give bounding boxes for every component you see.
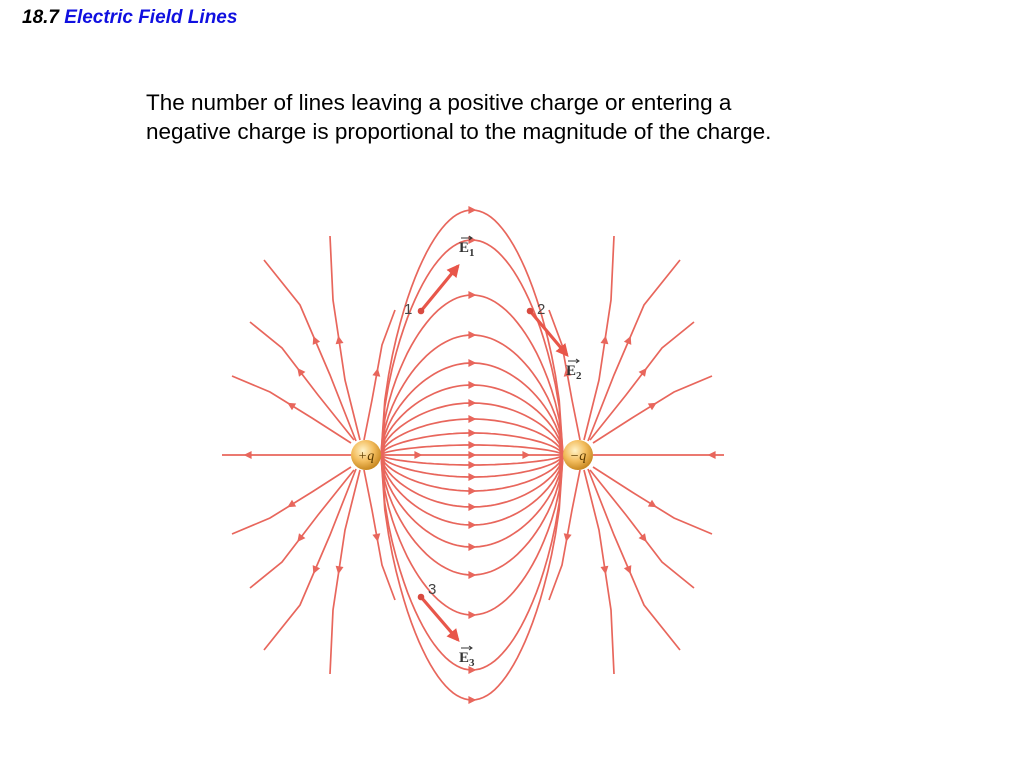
negative-charge	[563, 440, 593, 470]
vector-e1-subscript: 1	[469, 247, 475, 259]
field-arrow-31	[297, 533, 305, 542]
field-line-18	[371, 455, 573, 670]
field-arrow-42	[372, 368, 380, 377]
field-arrow-15	[468, 291, 476, 299]
field-line-36	[584, 470, 614, 674]
positive-charge-label: +q	[357, 449, 375, 464]
field-arrow-16	[468, 611, 476, 619]
negative-charge-label: −q	[569, 449, 587, 464]
field-line-31	[588, 260, 680, 441]
field-arrow-7	[468, 399, 476, 407]
field-arrow-45	[564, 533, 572, 542]
body-text-line-2: negative charge is proportional to the magnitude of the charge.	[146, 119, 772, 144]
field-line-12	[371, 455, 573, 547]
field-arrow-2	[468, 461, 476, 469]
field-arrow-1	[468, 441, 476, 449]
vector-e3-label	[459, 650, 475, 669]
field-arrow-39	[336, 566, 344, 575]
field-arrow-3	[468, 429, 476, 437]
field-line-8	[371, 455, 573, 507]
vector-e1-label	[459, 240, 475, 259]
field-line-7	[371, 403, 573, 455]
field-line-23	[593, 376, 712, 443]
vector-e2-symbol: E	[566, 363, 577, 379]
field-line-14	[371, 455, 573, 575]
field-arrow-11	[468, 359, 476, 367]
field-arrow-24	[244, 451, 252, 459]
point-2-marker	[527, 308, 534, 315]
field-arrow-30	[297, 368, 305, 377]
field-arrow-13	[468, 331, 476, 339]
point-1-label: 1	[404, 301, 413, 318]
point-1-marker	[418, 308, 425, 315]
field-arrow-10	[468, 521, 476, 529]
field-arrow-14	[468, 571, 476, 579]
field-arrow-4	[468, 473, 476, 481]
point-3-marker	[418, 594, 425, 601]
point-2-label: 2	[537, 301, 546, 318]
field-line-30	[264, 469, 356, 650]
field-arrow-6	[468, 487, 476, 495]
field-arrow-22	[468, 451, 476, 459]
field-arrow-9	[468, 381, 476, 389]
field-line-33	[330, 236, 360, 440]
vector-e1-symbol: E	[459, 240, 470, 256]
field-line-21	[232, 376, 351, 443]
field-arrow-19	[468, 206, 476, 214]
field-arrow-40	[601, 336, 609, 345]
field-line-17	[371, 240, 573, 455]
field-line-32	[588, 469, 680, 650]
field-arrow-20	[468, 696, 476, 704]
field-line-13	[371, 335, 573, 455]
field-arrow-8	[468, 503, 476, 511]
vector-e2-subscript: 2	[576, 370, 582, 382]
field-arrow-21	[414, 451, 422, 459]
field-line-11	[371, 363, 573, 455]
section-number: 18.7	[22, 7, 59, 28]
field-line-24	[593, 467, 712, 534]
field-line-29	[264, 260, 356, 441]
positive-charge	[351, 440, 381, 470]
field-line-35	[584, 236, 614, 440]
point-3-label: 3	[428, 581, 437, 598]
field-arrow-5	[468, 415, 476, 423]
field-arrow-33	[639, 533, 647, 542]
slide-title: Electric Field Lines	[64, 7, 238, 28]
vector-e3-symbol: E	[459, 650, 470, 666]
field-arrow-38	[336, 336, 344, 345]
field-arrow-23	[522, 451, 530, 459]
field-arrow-32	[639, 368, 647, 377]
field-arrow-41	[601, 566, 609, 575]
field-line-34	[330, 470, 360, 674]
field-arrow-25	[708, 451, 716, 459]
field-line-22	[232, 467, 351, 534]
field-arrow-43	[372, 533, 380, 542]
body-text-line-1: The number of lines leaving a positive charge or entering a	[146, 90, 732, 115]
vector-e3-subscript: 3	[469, 657, 475, 669]
field-arrow-12	[468, 543, 476, 551]
